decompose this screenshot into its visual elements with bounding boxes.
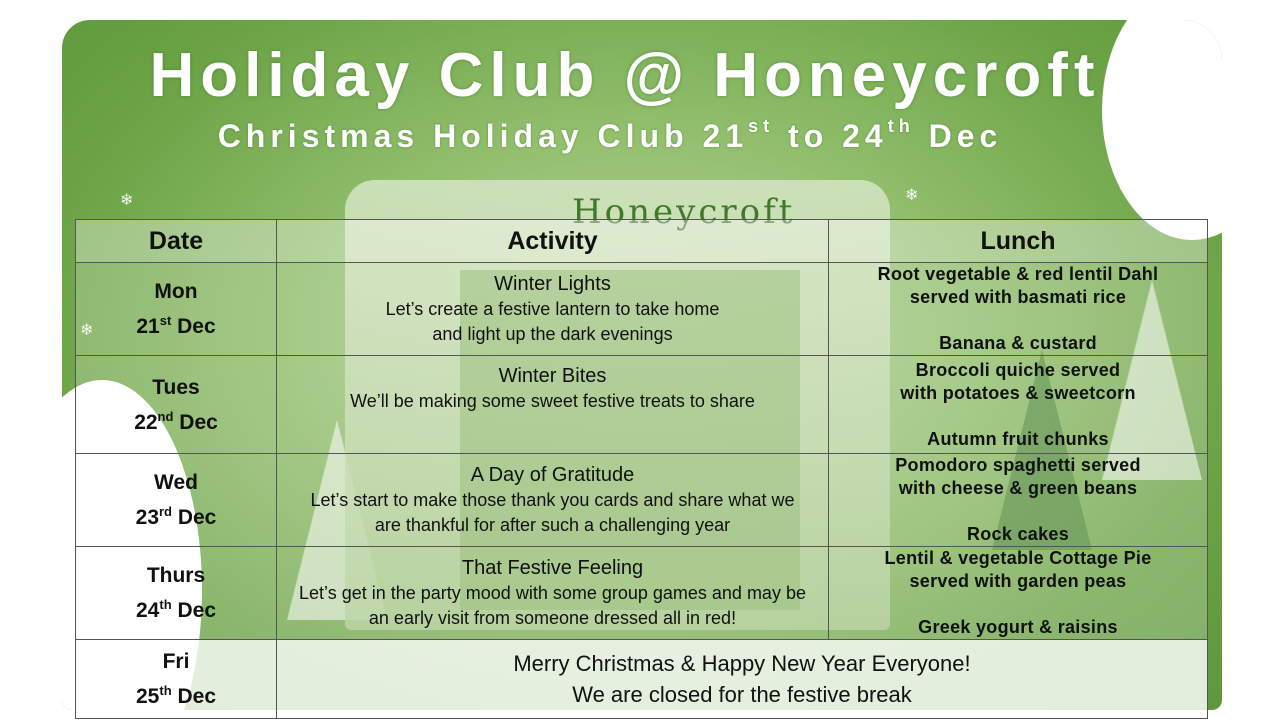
closed-message-cell xyxy=(277,640,1208,719)
table-row xyxy=(76,356,1208,454)
snowflake-icon: ❄ xyxy=(80,322,94,339)
header-activity: Activity xyxy=(277,220,829,263)
closed-line-2: We are closed for the festive break xyxy=(572,682,912,707)
date-cell: Wed 23rd Dec xyxy=(76,454,277,547)
snowflake-icon: ❄ xyxy=(1130,152,1144,169)
date-cell: Fri 25th Dec xyxy=(76,640,277,719)
page-title: Holiday Club @ Honeycroft xyxy=(149,41,1101,110)
lunch-cell: Pomodoro spaghetti served with cheese & green beans Rock cakes xyxy=(829,454,1208,547)
building-sign: Honeycroft xyxy=(572,192,796,232)
snowflake-icon: ❄ xyxy=(120,192,134,209)
closed-line-1: Merry Christmas & Happy New Year Everyone! xyxy=(513,651,971,676)
lunch-cell: Broccoli quiche served with potatoes & sweetcorn Autumn fruit chunks xyxy=(829,356,1208,454)
header-date: Date xyxy=(76,220,277,263)
page-subtitle: Christmas Holiday Club 21st to 24th Dec xyxy=(217,116,1003,154)
activity-cell: Winter Lights Let’s create a festive lantern to take home and light up the dark evenings xyxy=(277,263,829,356)
activity-cell: Winter Bites We’ll be making some sweet festive treats to share xyxy=(277,356,829,454)
table-row xyxy=(76,547,1208,640)
lunch-cell: Root vegetable & red lentil Dahl served with basmati rice Banana & custard xyxy=(829,263,1208,356)
date-cell: Tues 22nd Dec xyxy=(76,356,277,454)
table-header-row xyxy=(76,220,1208,263)
date-cell: Mon 21st Dec xyxy=(76,263,277,356)
table-row-closed xyxy=(76,640,1208,719)
activity-cell: That Festive Feeling Let’s get in the party mood with some group games and may be an early visit from someone dressed all in red! xyxy=(277,547,829,640)
activity-cell: A Day of Gratitude Let’s start to make those thank you cards and share what we are thankful for after such a challenging year xyxy=(277,454,829,547)
table-row xyxy=(76,263,1208,356)
date-cell: Thurs 24th Dec xyxy=(76,547,277,640)
snowflake-icon: ❄ xyxy=(905,187,919,204)
schedule-table xyxy=(75,219,1208,719)
lunch-cell: Lentil & vegetable Cottage Pie served with garden peas Greek yogurt & raisins xyxy=(829,547,1208,640)
header-lunch: Lunch xyxy=(829,220,1208,263)
table-row xyxy=(76,454,1208,547)
